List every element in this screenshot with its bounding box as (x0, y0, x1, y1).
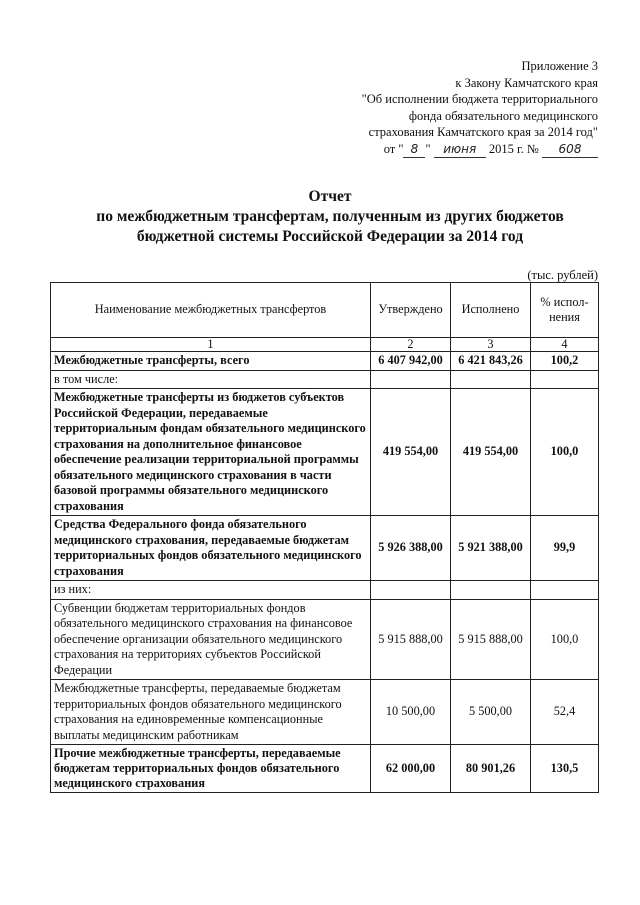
row-percent: 130,5 (531, 745, 599, 793)
table-row (51, 680, 599, 745)
row-executed: 80 901,26 (451, 745, 531, 793)
transfers-table (50, 282, 599, 793)
row-percent: 100,0 (531, 599, 599, 680)
annex-line-4: фонда обязательного медицинского (408, 108, 598, 123)
table-row (51, 370, 599, 389)
row-percent: 100,2 (531, 352, 599, 371)
row-percent: 52,4 (531, 680, 599, 745)
date-mid: " (425, 141, 431, 156)
annex-line-5: страхования Камчатского края за 2014 год" (368, 125, 598, 139)
header-approved: Утверждено (371, 283, 451, 338)
table-row (51, 745, 599, 793)
annex-block (298, 58, 598, 158)
annex-line-3: "Об исполнении бюджета территориального (361, 92, 598, 106)
table-header-row (51, 283, 599, 338)
row-percent: 100,0 (531, 389, 599, 516)
table-row (51, 599, 599, 680)
table-row (51, 352, 599, 371)
annex-date-line (298, 141, 598, 159)
header-name: Наименование межбюджетных трансфертов (51, 283, 371, 338)
title-line-3: бюджетной системы Российской Федерации за 2014 год (136, 228, 524, 245)
index-cell: 2 (371, 338, 451, 352)
row-executed: 419 554,00 (451, 389, 531, 516)
row-approved: 6 407 942,00 (371, 352, 451, 371)
row-name: из них: (51, 581, 371, 600)
header-executed: Исполнено (451, 283, 531, 338)
report-title (40, 187, 620, 247)
row-approved: 5 915 888,00 (371, 599, 451, 680)
units-label: (тыс. рублей) (527, 268, 598, 282)
row-executed: 5 500,00 (451, 680, 531, 745)
table-row (51, 389, 599, 516)
index-cell: 4 (531, 338, 599, 352)
date-day: 8 (403, 141, 425, 159)
row-executed: 5 921 388,00 (451, 516, 531, 581)
date-prefix: от " (383, 141, 404, 156)
title-line-1: Отчет (308, 188, 352, 205)
row-name: Межбюджетные трансферты, передаваемые бюджетам территориальных фондов обязательного медицинского страхования на единовременные компенсационные выплаты медицинским работникам (51, 680, 371, 745)
row-approved: 62 000,00 (371, 745, 451, 793)
document-number: 608 (542, 141, 598, 159)
row-percent: 99,9 (531, 516, 599, 581)
annex-line-2: к Закону Камчатского края (455, 75, 598, 90)
row-name: Субвенции бюджетам территориальных фондов обязательного медицинского страхования на финансовое обеспечение организации обязательного медицинского страхования на территориях субъектов Российской Федерации (51, 599, 371, 680)
row-executed: 6 421 843,26 (451, 352, 531, 371)
row-name: Межбюджетные трансферты из бюджетов субъектов Российской Федерации, передаваемые территориальным фондам обязательного медицинского страхования на дополнительное финансовое обеспечение реализации территориальной программы обязательного медицинского страхования в части базовой программы обязательного медицинского страхования (51, 389, 371, 516)
title-line-2: по межбюджетным трансфертам, полученным из других бюджетов (96, 208, 564, 225)
index-cell: 1 (51, 338, 371, 352)
row-executed: 5 915 888,00 (451, 599, 531, 680)
row-approved: 5 926 388,00 (371, 516, 451, 581)
row-name: Средства Федерального фонда обязательного медицинского страхования, передаваемые бюджетам территориальных фондов обязательного медицинского страхования (51, 516, 371, 581)
row-approved: 419 554,00 (371, 389, 451, 516)
index-cell: 3 (451, 338, 531, 352)
header-percent: % испол-нения (531, 283, 599, 338)
row-name: Межбюджетные трансферты, всего (51, 352, 371, 371)
table-row (51, 581, 599, 600)
annex-line-1: Приложение 3 (521, 59, 598, 73)
table-index-row (51, 338, 599, 352)
row-name: в том числе: (51, 370, 371, 389)
row-name: Прочие межбюджетные трансферты, передаваемые бюджетам территориальных фондов обязательного медицинского страхования (51, 745, 371, 793)
table-row (51, 516, 599, 581)
date-month: июня (434, 141, 486, 159)
date-year: 2015 г. № (488, 141, 539, 156)
row-approved: 10 500,00 (371, 680, 451, 745)
